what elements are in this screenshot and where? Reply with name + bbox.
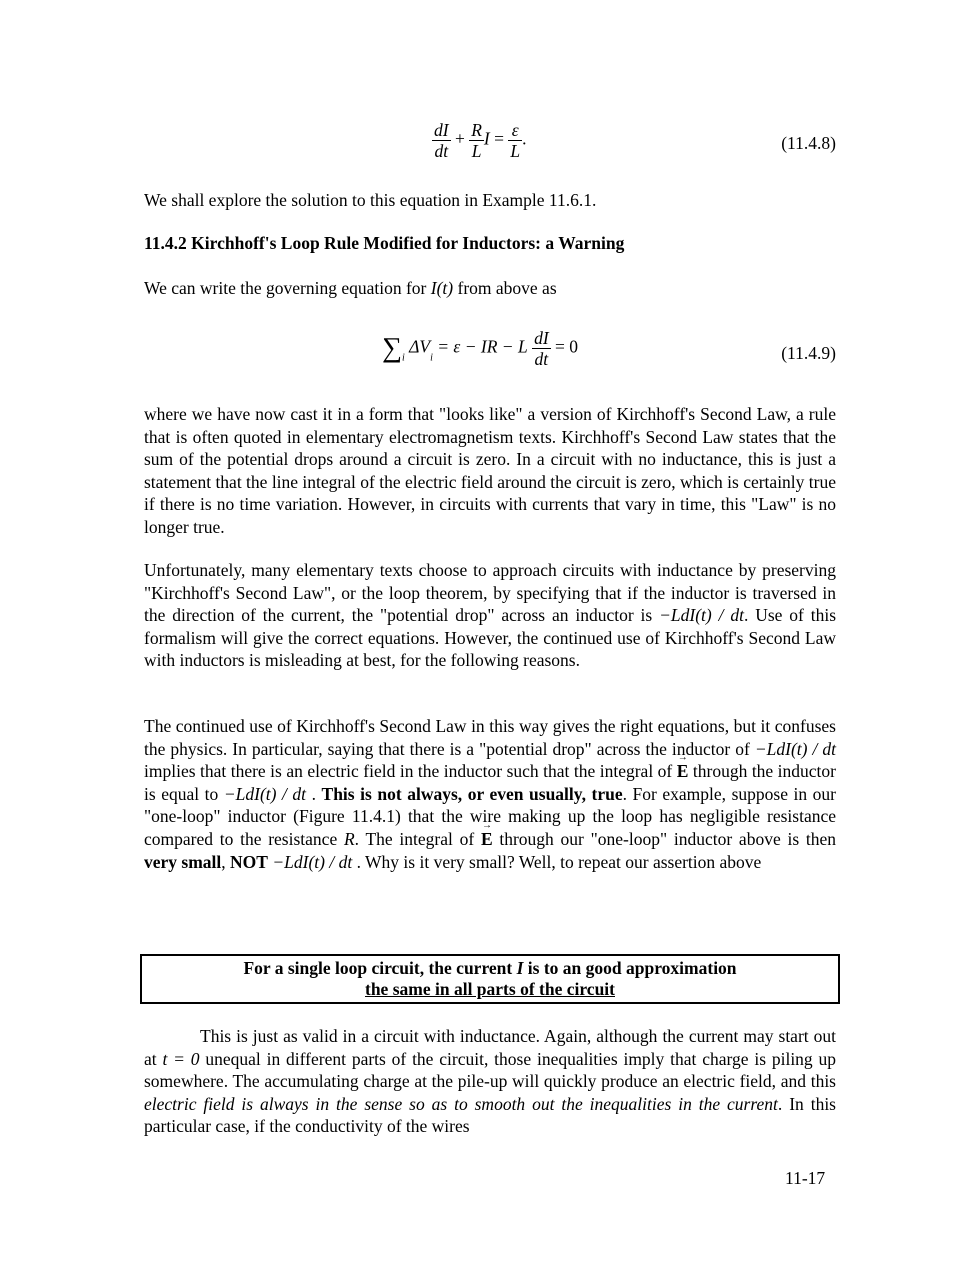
text-run: implies that there is an electric field in the inductor such that the integral of (144, 761, 677, 782)
text-run: through our "one-loop" inductor above is then (492, 828, 836, 849)
section-heading: 11.4.2 Kirchhoff's Loop Rule Modified for Inductors: a Warning (144, 233, 625, 253)
current-symbol: I (483, 128, 490, 149)
denominator: L (510, 141, 521, 161)
denominator: dt (534, 349, 549, 369)
fraction-emf-L (508, 120, 522, 161)
numerator: dI (534, 328, 549, 348)
text-run: The continued use of Kirchhoff's Second Law in this way gives the right equations, but it confuses the physics. In particular, saying that there is a "potential drop" across the inductor of (144, 716, 836, 759)
summation-index: i (401, 352, 405, 364)
text-run: is to an good approximation (523, 958, 737, 978)
text-run: This is just as valid in a circuit with inductance. Again, although the current may start out at (144, 1026, 836, 1069)
equals-sign: = (494, 128, 504, 149)
denominator: dt (434, 141, 449, 161)
text-run: , (221, 851, 231, 872)
denominator: L (471, 141, 482, 161)
fraction-R-L (469, 120, 484, 161)
equation-body (432, 120, 526, 161)
fraction-dI-dt (532, 328, 551, 369)
text-run: through the inductor is equal to (144, 761, 837, 804)
math-inductor-drop: −LdI(t) / dt (754, 738, 836, 759)
fraction-dI-dt (432, 120, 451, 161)
text-run: unequal in different parts of the circuit, those inequalities imply that charge is piling up somewhere. The accumulating charge at the pile-up will quickly produce an electric field, and this (144, 1048, 837, 1092)
delta-V: ΔV (409, 336, 431, 357)
equation-rhs: = ε − IR − L (437, 336, 528, 357)
page-number: 11-17 (785, 1168, 826, 1188)
equation-number: (11.4.9) (781, 343, 836, 363)
math-I: I (516, 958, 524, 978)
paragraph-1: We shall explore the solution to this equation in Example 11.6.1. (144, 190, 597, 210)
equation-11-4-8 (144, 120, 836, 170)
text-run: . The integral of (354, 828, 481, 849)
numerator: R (471, 120, 482, 140)
vector-E: → E (481, 828, 493, 851)
text-run: . For example, suppose in our "one-loop" inductor (Figure 11.4.1) that the wire making up the loop has negligible resistance compared to the resistance (144, 783, 837, 849)
math-inductor-drop: −LdI(t) / dt (272, 851, 353, 872)
highlight-box (140, 954, 840, 1004)
box-line-2: the same in all parts of the circuit (365, 979, 615, 999)
equation-11-4-9 (144, 328, 836, 380)
paragraph-4 (144, 559, 836, 672)
summation-symbol: ∑ (382, 332, 402, 364)
equation-body (382, 328, 578, 369)
paragraph-5 (144, 715, 836, 873)
plus-sign: + (454, 128, 465, 149)
bold-emphasis: NOT (230, 851, 268, 872)
bold-emphasis: very small (144, 851, 222, 872)
math-t-equals-zero: t = 0 (162, 1048, 200, 1069)
equals-zero: = 0 (555, 336, 579, 357)
text-run: . Why is it very small? Well, to repeat our assertion above (352, 851, 762, 872)
math-inductor-drop: −LdI(t) / dt (659, 605, 744, 626)
numerator: ε (508, 120, 522, 141)
italic-emphasis: electric field is always in the sense so as to smooth out the inequalities in the current (144, 1093, 778, 1114)
text-run: from above as (453, 278, 557, 298)
paragraph-3: where we have now cast it in a form that "looks like" a version of Kirchhoff's Second Law, a rule that is often quoted in elementary electromagnetism texts. Kirchhoff's Second Law states that the sum of the potential drops around a circuit is zero. In a circuit with no inductance, this is just a statement that the line integral of the electric field around the circuit is zero, which is certainly true if there is no time variation. However, in circuits with currents that vary in time, this "Law" is no longer true. (144, 404, 836, 537)
box-line-1 (142, 958, 838, 979)
text-run: We can write the governing equation for (144, 278, 431, 298)
text-run: . (306, 783, 322, 804)
math-inductor-drop: −LdI(t) / dt (223, 783, 307, 804)
paragraph-6 (144, 1025, 836, 1138)
numerator: dI (434, 120, 449, 140)
equation-period: . (522, 128, 527, 149)
bold-emphasis: This is not always, or even usually, true (321, 783, 623, 804)
equation-number: (11.4.8) (781, 133, 836, 153)
text-run: Unfortunately, many elementary texts choose to approach circuits with inductance by preserving "Kirchhoff's Second Law", or the loop theorem, by specifying that if the inductor is traversed in the direction of the current, the "potential drop" across an inductor is (144, 560, 836, 626)
text-run: . Use of this formalism will give the correct equations. However, the continued use of Kirchhoff's Second Law with inductors is misleading at best, for the following reasons. (144, 605, 837, 671)
math-R: R (343, 828, 355, 849)
math-I-of-t: I(t) (430, 278, 454, 298)
vector-E: → E (677, 760, 689, 783)
text-run: . In this particular case, if the conductivity of the wires (144, 1093, 836, 1137)
text-run: For a single loop circuit, the current (243, 958, 517, 978)
paragraph-2 (144, 277, 836, 300)
delta-V-index: i (430, 352, 433, 364)
